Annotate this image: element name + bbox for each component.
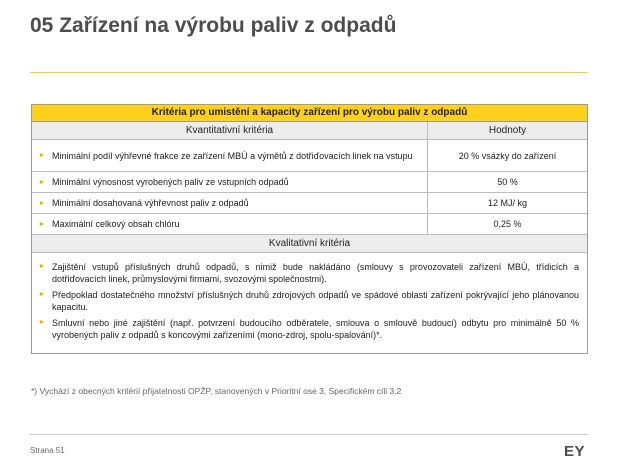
bullet-icon: ► — [38, 199, 46, 207]
list-item — [32, 261, 579, 285]
table-row — [32, 140, 587, 172]
title-divider — [30, 72, 588, 73]
list-item — [32, 289, 579, 313]
value-cell: 12 MJ/ kg — [487, 198, 527, 208]
footer-divider — [30, 434, 588, 435]
criterion-cell — [32, 193, 428, 213]
value-cell: 20 % vsázky do zařízení — [458, 150, 557, 161]
qual-item-text: Předpoklad dostatečného množství příslušných druhů zdrojových odpadů ve spádové oblasti zařízení pokrývající jeho plánovanou kapacitu. — [52, 290, 579, 312]
ey-logo: EY — [564, 443, 586, 460]
bullet-icon: ► — [38, 152, 46, 159]
qual-item-text: Smluvní nebo jiné zajištění (např. potvrzení budoucího odběratele, smlouva o smlouvě budoucí) odbytu pro minimálně 50 % vyrobených paliv z odpadů s koncovými zařízeními (mono-zdroj, spolu-spalování)*. — [52, 318, 579, 340]
qual-criteria-list — [32, 253, 587, 353]
criteria-table — [31, 104, 588, 354]
value-cell: 0,25 % — [493, 219, 522, 229]
table-title: Kritéria pro umistění a kapacity zařízení pro výrobu paliv z odpadů — [32, 105, 587, 122]
footnote: *) Vychází z obecných kritérií přijatelnosti OPŽP, stanovených v Prioritní ose 3, Specifickém cíli 3.2 — [31, 386, 402, 396]
qual-criteria-header: Kvalitativní kritéria — [32, 235, 587, 253]
table-row — [32, 214, 587, 235]
criterion-cell — [32, 140, 428, 171]
criterion-cell — [32, 214, 428, 234]
bullet-icon: ► — [38, 178, 46, 186]
bullet-icon: ► — [38, 319, 46, 326]
table-row — [32, 172, 587, 193]
value-cell: 50 % — [497, 177, 518, 187]
table-row — [32, 193, 587, 214]
qual-item-text: Zajištění vstupů příslušných druhů odpadů, s nimiž bude nakládáno (smlouvy s provozovateli zařízení MBÚ, třídicích a dotřiďovacích linek, průmyslovými firmami, svozovými společnostmi). — [52, 262, 579, 284]
criterion-text: Maximální celkový obsah chlóru — [52, 219, 180, 229]
bullet-icon: ► — [38, 220, 46, 228]
page-number: Strana 51 — [30, 446, 65, 455]
bullet-icon: ► — [38, 263, 46, 270]
list-item — [32, 317, 579, 341]
criterion-text: Minimální výnosnost vyrobených paliv ze vstupních odpadů — [52, 177, 289, 187]
quant-header-row — [32, 122, 587, 140]
quant-criteria-header: Kvantitativní kritéria — [32, 122, 428, 139]
criterion-cell — [32, 172, 428, 192]
values-header: Hodnoty — [488, 125, 527, 136]
page-title: 05 Zařízení na výrobu paliv z odpadů — [30, 14, 397, 37]
criterion-text: Minimální dosahovaná výhřevnost paliv z odpadů — [52, 198, 249, 208]
criterion-text: Minimální podíl výhřevné frakce ze zařízení MBÚ a výmětů z dotřiďovacích linek na vstupu — [52, 150, 413, 161]
bullet-icon: ► — [38, 291, 46, 298]
